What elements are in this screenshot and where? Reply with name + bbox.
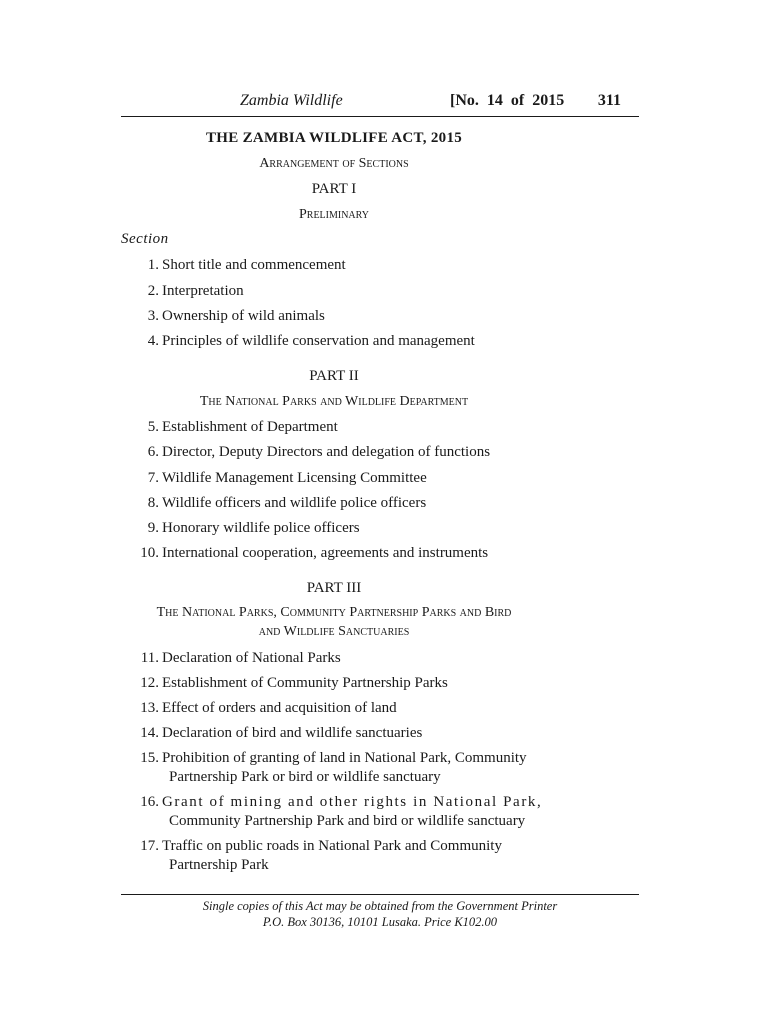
arrangement-heading: Arrangement of Sections — [259, 156, 409, 171]
header-rule — [121, 116, 639, 117]
section-title-line-1: Traffic on public roads in National Park and Community — [162, 838, 502, 854]
section-number: 2. — [147, 283, 159, 299]
section-number: 15. — [140, 750, 159, 766]
section-number: 5. — [147, 419, 159, 435]
section-title-line-1: Prohibition of granting of land in National Park, Community — [162, 750, 527, 766]
part-3-label: PART III — [306, 580, 362, 596]
page-number: 311 — [597, 92, 621, 109]
section-number: 3. — [147, 308, 159, 324]
section-number: 1. — [147, 257, 159, 273]
section-title: Declaration of bird and wildlife sanctuaries — [162, 725, 423, 741]
act-title: THE ZAMBIA WILDLIFE ACT, 2015 — [205, 130, 463, 146]
section-number: 8. — [147, 495, 159, 511]
section-title: Short title and commencement — [162, 257, 346, 273]
section-number: 12. — [140, 675, 159, 691]
section-title: Director, Deputy Directors and delegation of functions — [162, 444, 491, 460]
section-column-label: Section — [121, 231, 169, 247]
section-number: 11. — [140, 650, 159, 666]
part-3-heading-line-1: The National Parks, Community Partnership Parks and Bird — [156, 605, 512, 620]
section-title: Effect of orders and acquisition of land — [162, 700, 397, 716]
part-1-heading: Preliminary — [298, 207, 369, 222]
section-number: 16. — [140, 794, 159, 810]
section-title-line-2: Partnership Park — [169, 857, 269, 873]
section-title: Interpretation — [162, 283, 244, 299]
section-number: 9. — [147, 520, 159, 536]
section-title: Establishment of Department — [162, 419, 338, 435]
section-number: 10. — [140, 545, 159, 561]
page-header — [121, 88, 639, 116]
part-1-label: PART I — [311, 181, 357, 197]
section-title: Ownership of wild animals — [162, 308, 325, 324]
footer-rule — [121, 894, 639, 895]
section-title-line-2: Community Partnership Park and bird or wildlife sanctuary — [169, 813, 526, 829]
act-number: [No. 14 of 2015 — [450, 92, 565, 109]
section-title-line-1: Grant of mining and other rights in National Park, — [162, 794, 543, 810]
section-number: 6. — [147, 444, 159, 460]
section-title: International cooperation, agreements and instruments — [162, 545, 489, 561]
section-number: 7. — [147, 470, 159, 486]
part-2-heading: The National Parks and Wildlife Department — [199, 394, 469, 409]
section-number: 14. — [140, 725, 159, 741]
section-title: Wildlife officers and wildlife police officers — [162, 495, 427, 511]
footer-note-line-1: Single copies of this Act may be obtained from the Government Printer — [202, 899, 558, 913]
part-2-label: PART II — [309, 368, 359, 384]
footer-note-line-2: P.O. Box 30136, 10101 Lusaka. Price K102.00 — [262, 915, 498, 929]
section-title: Wildlife Management Licensing Committee — [162, 470, 427, 486]
section-title: Establishment of Community Partnership Parks — [162, 675, 448, 691]
section-number: 17. — [140, 838, 159, 854]
part-3-heading-line-2: and Wildlife Sanctuaries — [258, 624, 410, 639]
section-number: 13. — [140, 700, 159, 716]
section-title-line-2: Partnership Park or bird or wildlife sanctuary — [169, 769, 441, 785]
running-title: Zambia Wildlife — [240, 92, 343, 109]
section-title: Principles of wildlife conservation and management — [162, 333, 475, 349]
section-title: Honorary wildlife police officers — [162, 520, 360, 536]
section-number: 4. — [147, 333, 159, 349]
section-title: Declaration of National Parks — [162, 650, 341, 666]
